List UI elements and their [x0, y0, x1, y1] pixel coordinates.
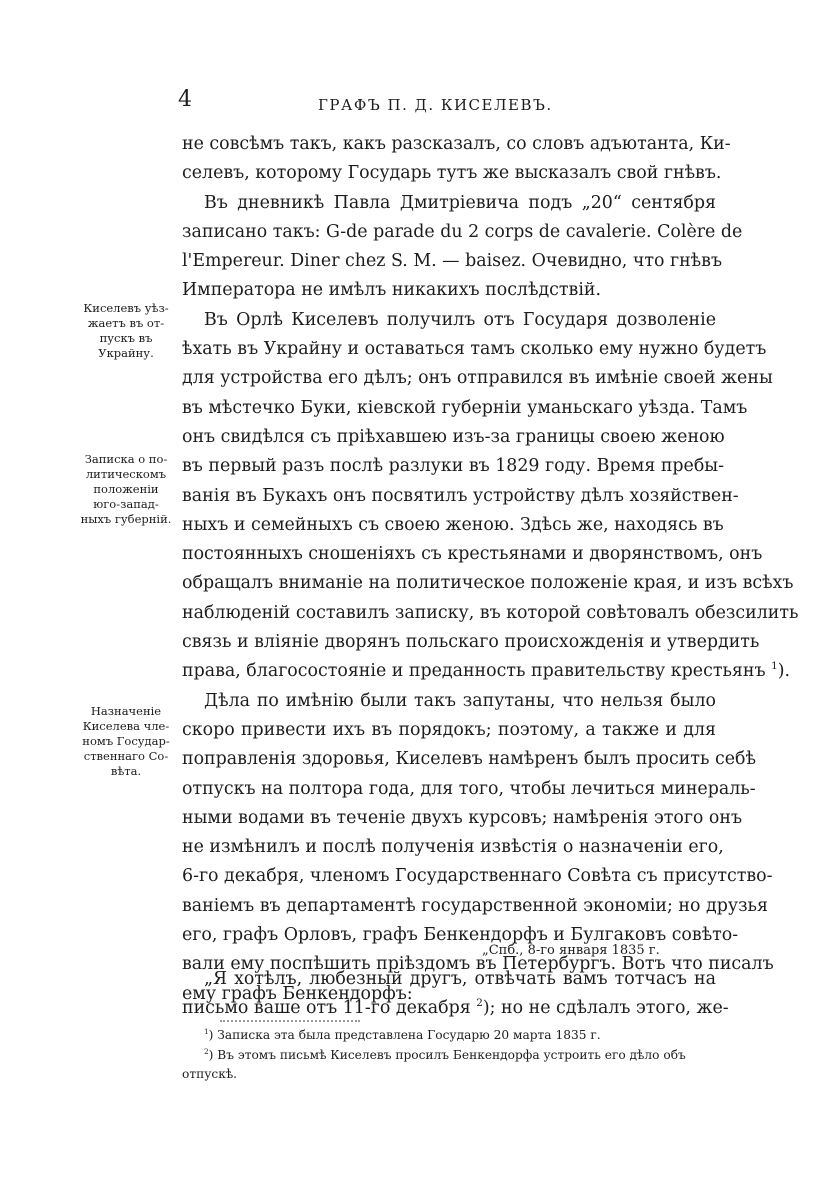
- margin-note-line: вѣта.: [110, 764, 142, 778]
- margin-note-line: литическомъ: [85, 467, 167, 481]
- text-line: ныхъ и семейныхъ съ своею женою. Здѣсь же, находясь въ: [182, 514, 724, 535]
- text-line: въ мѣстечко Буки, кіевской губерніи уманьскаго уѣзда. Тамъ: [182, 397, 748, 418]
- footnote-ref-2: 2: [476, 997, 483, 1010]
- footnote-ref-1: 1: [771, 660, 778, 673]
- text-line: ваніемъ въ департаментѣ государственной экономіи; но друзья: [182, 895, 768, 916]
- text-line: селевъ, которому Государь тутъ же высказалъ свой гнѣвъ.: [182, 163, 722, 184]
- margin-note-line: юго-запад-: [93, 497, 159, 511]
- margin-note-line: Украйну.: [98, 346, 154, 360]
- margin-note-line: ныхъ губерній.: [80, 512, 172, 526]
- text-line: обращалъ вниманіе на политическое положеніе края, и изъ всѣхъ: [182, 573, 794, 594]
- footnote-2-continuation: отпускѣ.: [182, 1067, 238, 1081]
- text-line: постоянныхъ сношеніяхъ съ крестьянами и дворянствомъ, онъ: [182, 544, 763, 565]
- footnote-text: Записка эта была представлена Государю 20 марта 1835 г.: [217, 1028, 601, 1042]
- text-line: его, графъ Орловъ, графъ Бенкендорфъ и Булгаковъ совѣто-: [182, 925, 739, 946]
- text-line: не совсѣмъ такъ, какъ разсказалъ, со словъ адъютанта, Ки-: [182, 134, 731, 154]
- page-number: 4: [178, 87, 192, 112]
- text-line: ванія въ Букахъ онъ посвятилъ устройству дѣлъ хозяйствен-: [182, 485, 739, 506]
- footnotes: [182, 1026, 716, 1085]
- margin-note-line: номъ Государ-: [82, 734, 170, 748]
- text-line: Дѣла по имѣнію были такъ запутаны, что нельзя было: [204, 690, 716, 711]
- letter-date: „Спб., 8-го января 1835 г.: [482, 943, 660, 958]
- text-line: Въ дневникѣ Павла Дмитріевича подъ „20“ сентября: [204, 192, 716, 213]
- text-line: связь и вліяніе дворянъ польскаго происхожденія и утвердить: [182, 632, 760, 653]
- text-line: 6-го декабря, членомъ Государственнаго Совѣта съ присутство-: [182, 866, 773, 887]
- text-line: записано такъ: G-de parade du 2 corps de cavalerie. Colère de: [182, 221, 743, 242]
- letter-line-end: ); но не сдѣлалъ этого, же-: [482, 998, 729, 1019]
- text-line: онъ свидѣлся съ пріѣхавшею изъ-за границы своею женою: [182, 426, 725, 447]
- running-head: ГРАФЪ П. Д. КИСЕЛЕВЪ.: [318, 96, 553, 114]
- text-line: ѣхать въ Украйну и оставаться тамъ сколько ему нужно будетъ: [182, 339, 767, 360]
- text-line: для устройства его дѣлъ; онъ отправился въ имѣніе своей жены: [182, 368, 773, 389]
- text-line: ными водами въ теченіе двухъ курсовъ; намѣренія этого онъ: [182, 807, 743, 828]
- footnote-text: Въ этомъ письмѣ Киселевъ просилъ Бенкендорфа устроить его дѣло объ: [217, 1047, 686, 1062]
- margin-note-memo: [80, 452, 172, 527]
- text-line: вали ему поспѣшить пріѣздомъ въ Петербургъ. Вотъ что писалъ: [182, 954, 774, 975]
- margin-note-line: пускъ въ: [99, 331, 153, 345]
- margin-note-line: Киселевъ уѣз-: [83, 301, 169, 315]
- text-line: l'Empereur. Diner chez S. M. — baisez. Очевидно, что гнѣвъ: [182, 251, 723, 272]
- text-line: ему графъ Бенкендорфъ:: [182, 983, 413, 1004]
- letter-text: [182, 965, 729, 1024]
- margin-note-line: Киселева чле-: [82, 719, 170, 733]
- margin-note-appointment: [80, 704, 172, 779]
- letter-line: „Я хотѣлъ, любезный другъ, отвѣчать вамъ тотчасъ на: [204, 969, 716, 989]
- margin-note-line: Записка о по-: [84, 452, 168, 466]
- footnote-2: $^2$) Въ этомъ письмѣ Киселевъ просилъ Бенкендорфа устроить его дѣло объ: [204, 1046, 686, 1062]
- text-line: права, благосостояніе и преданность правительству крестьянъ $^1$).: [182, 660, 791, 682]
- text-line: скоро привести ихъ въ порядокъ; поэтому, а также и для: [182, 719, 716, 740]
- margin-note-line: положеніи: [93, 482, 159, 496]
- letter-line-start: письмо ваше отъ 11-го декабря: [182, 998, 471, 1019]
- margin-note-line: ственнаго Со-: [83, 749, 169, 763]
- text-line: Въ Орлѣ Киселевъ получилъ отъ Государя дозволеніе: [204, 309, 716, 330]
- margin-note-line: жаетъ въ от-: [87, 316, 165, 330]
- footnote-marker: 2: [204, 1046, 209, 1056]
- footnote-marker: 1: [204, 1026, 209, 1036]
- margin-note-departure: [80, 301, 172, 361]
- text-line: отпускъ на полтора года, для того, чтобы лечиться минераль-: [182, 778, 756, 799]
- text-line: въ первый разъ послѣ разлуки въ 1829 году. Время пребы-: [182, 456, 725, 477]
- margin-note-line: Назначеніе: [90, 704, 162, 718]
- text-line: Императора не имѣлъ никакихъ послѣдствій.: [182, 280, 602, 301]
- footnote-1: $^1$) Записка эта была представлена Государю 20 марта 1835 г.: [204, 1026, 601, 1042]
- text-line: наблюденій составилъ записку, въ которой совѣтовалъ обезсилить: [182, 602, 799, 623]
- text-line: не измѣнилъ и послѣ полученія извѣстія о назначеніи его,: [182, 837, 724, 858]
- text-line-content: права, благосостояніе и преданность правительству крестьянъ: [182, 661, 766, 682]
- text-line: поправленія здоровья, Киселевъ намѣренъ былъ просить себѣ: [182, 749, 756, 770]
